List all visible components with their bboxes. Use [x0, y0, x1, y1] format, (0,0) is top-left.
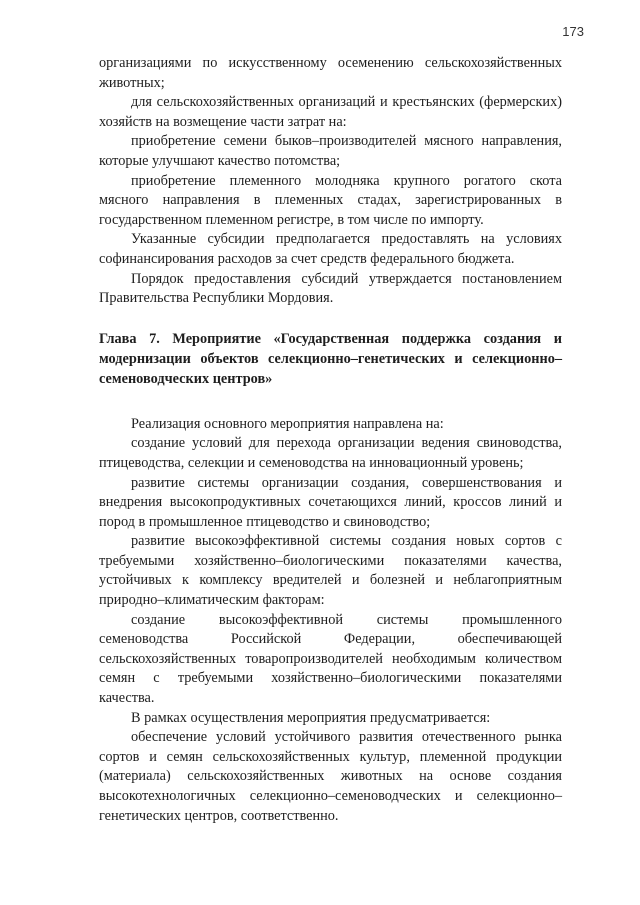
paragraph: Указанные субсидии предполагается предоставлять на условиях софинансирования расходов за счет средств федерального бюджета.: [99, 231, 562, 267]
paragraph: обеспечение условий устойчивого развития отечественного рынка сортов и семян сельскохозяйственных культур, племенной продукции (материала) сельскохозяйственных животных на основе создания высокотехнологичных селекционно–семеноводческих и селекционно–генетических центров, соответственно.: [99, 729, 562, 824]
paragraph: для сельскохозяйственных организаций и крестьянских (фермерских) хозяйств на возмещение части затрат на:: [99, 94, 562, 130]
document-body: [99, 54, 562, 826]
paragraph: организациями по искусственному осеменению сельскохозяйственных животных;: [99, 55, 562, 91]
paragraph: приобретение семени быков–производителей мясного направления, которые улучшают качество потомства;: [99, 133, 562, 169]
paragraph: развитие системы организации создания, совершенствования и внедрения высокопродуктивных сочетающихся линий, кроссов линий и пород в промышленное птицеводство и свиноводство;: [99, 474, 562, 530]
paragraph: В рамках осуществления мероприятия предусматривается:: [131, 709, 491, 726]
paragraph: приобретение племенного молодняка крупного рогатого скота мясного направления в племенных стадах, зарегистрированных в государственном племенном регистре, в том числе по импорту.: [99, 172, 562, 228]
paragraph: создание высокоэффективной системы промышленного семеноводства Российской Федерации, обеспечивающей сельскохозяйственных товаропроизводителей необходимым количеством семян с требуемыми хозяйственно–биологическими показателями качества.: [99, 611, 562, 707]
paragraph: создание условий для перехода организации ведения свиноводства, птицеводства, селекции и семеноводства на инновационный уровень;: [99, 435, 562, 471]
chapter-heading: Глава 7. Мероприятие «Государственная поддержка создания и модернизации объектов селекционно–генетических и селекционно–семеноводческих центров»: [99, 330, 562, 387]
paragraph: Порядок предоставления субсидий утверждается постановлением Правительства Республики Мордовия.: [99, 270, 562, 307]
paragraph: развитие высокоэффективной системы создания новых сортов с требуемыми хозяйственно–биологическими показателями качества, устойчивых к комплексу вредителей и болезней и неблагоприятным природно–климатическим факторам:: [99, 533, 562, 609]
paragraph: Реализация основного мероприятия направлена на:: [131, 415, 444, 432]
page-number: 173: [562, 24, 584, 39]
